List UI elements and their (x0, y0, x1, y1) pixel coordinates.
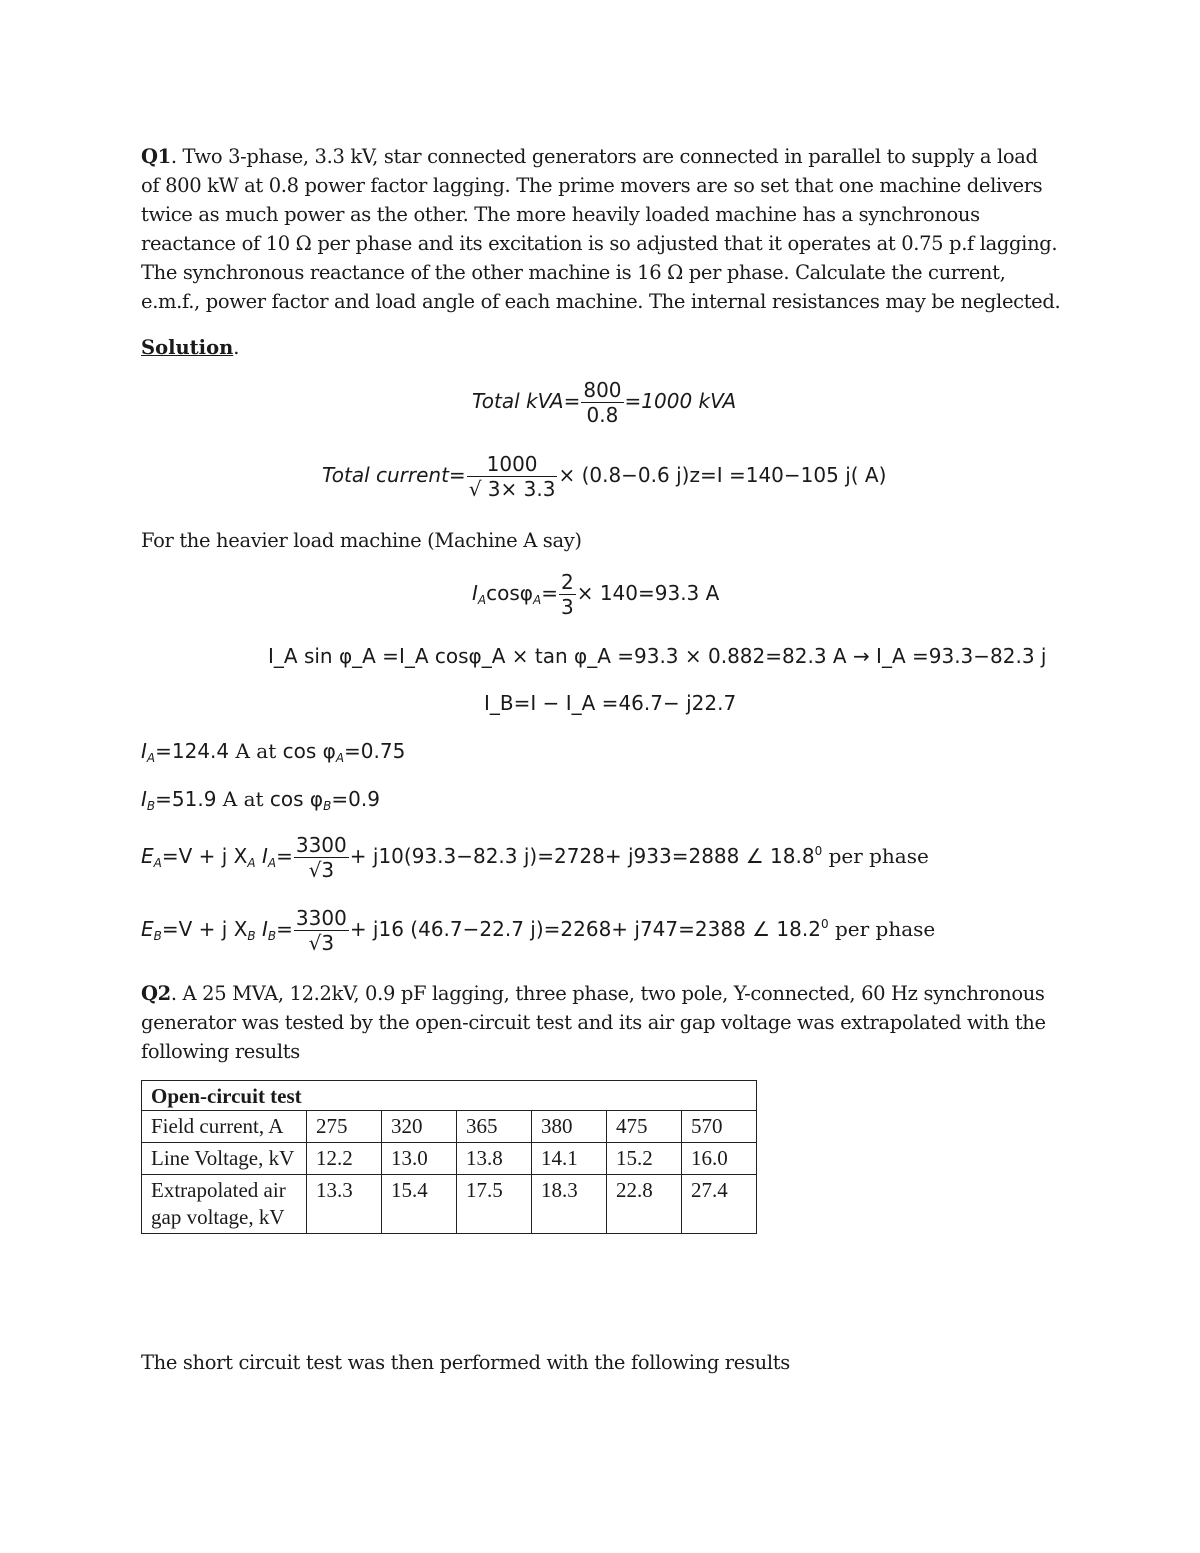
fraction: $\frac{3300}{√3}$ (295, 906, 347, 955)
equation-ea: $E_A=V + j$ $X_A$ $I_A=$ $\frac{3300}{√3}$ + j10(93.3−82.3 j)=2728+ j933=2888 ∠ 18.8$^0$ per phase (141, 833, 929, 882)
table-cell: 15.4 (382, 1175, 457, 1234)
solution-heading: Solution. (141, 336, 240, 359)
equation-total-current: Total current= $\frac{1000}{√ 3\times 3.3}$ × (0.8−0.6 j)z=I =140−105 j( A) (322, 452, 887, 501)
table-cell: 18.3 (532, 1175, 607, 1234)
table-cell: 275 (307, 1111, 382, 1143)
table-row (142, 1111, 757, 1143)
q1-label: Q1 (141, 145, 171, 168)
table-row-label: Extrapolated air gap voltage, kV (142, 1175, 307, 1234)
fraction: $\frac{3300}{√3}$ (295, 833, 347, 882)
table-row (142, 1143, 757, 1175)
q2-label: Q2 (141, 982, 171, 1005)
closing-text: The short circuit test was then performed with the following results (141, 1351, 790, 1374)
fraction: $\frac{800}{0.8}$ (583, 378, 622, 427)
table-cell: 570 (682, 1111, 757, 1143)
equation-ia-sin: I_A sin φ_A =I_A cosφ_A × tan φ_A =93.3 × 0.882=82.3 A → I_A =93.3−82.3 j (268, 644, 1047, 668)
heavier-load-text: For the heavier load machine (Machine A say) (141, 529, 582, 552)
q2-text: . A 25 MVA, 12.2kV, 0.9 pF lagging, three phase, two pole, Y-connected, 60 Hz synchronous generator was tested by the open-circuit test and its air gap voltage was extrapolated with the following results (141, 982, 1046, 1063)
table-cell: 27.4 (682, 1175, 757, 1234)
q1-text: . Two 3-phase, 3.3 kV, star connected generators are connected in parallel to supply a load of 800 kW at 0.8 power factor lagging. The prime movers are so set that one machine delivers twice as much power as the other. The more heavily loaded machine has a synchronous reactance of 10 Ω per phase and its excitation is so adjusted that it operates at 0.75 p.f lagging. The synchronous reactance of the other machine is 16 Ω per phase. Calculate the current, e.m.f., power factor and load angle of each machine. The internal resistances may be neglected. (141, 145, 1061, 313)
table-row-label: Field current, A (142, 1111, 307, 1143)
table-row (142, 1175, 757, 1234)
q2-paragraph (141, 979, 1061, 1066)
table-title: Open-circuit test (142, 1081, 757, 1111)
fraction: $\frac{1000}{√ 3\times 3.3}$ (468, 452, 556, 501)
table-cell: 14.1 (532, 1143, 607, 1175)
equation-total-kva: Total kVA= $\frac{800}{0.8}$ =1000 kVA (472, 378, 737, 427)
table-cell: 380 (532, 1111, 607, 1143)
table-row-label: Line Voltage, kV (142, 1143, 307, 1175)
table-cell: 15.2 (607, 1143, 682, 1175)
table-cell: 12.2 (307, 1143, 382, 1175)
table-cell: 320 (382, 1111, 457, 1143)
table-cell: 13.3 (307, 1175, 382, 1234)
open-circuit-table (141, 1080, 757, 1234)
table-cell: 13.0 (382, 1143, 457, 1175)
equation-ia-cos: $I_A\cos\varphi_A=$ $\frac{2}{3}$ × 140=93.3 A (472, 570, 720, 619)
table-cell: 17.5 (457, 1175, 532, 1234)
equation-ib: I_B=I − I_A =46.7− j22.7 (484, 691, 737, 715)
table-title-row (142, 1081, 757, 1111)
table-cell: 22.8 (607, 1175, 682, 1234)
table-cell: 13.8 (457, 1143, 532, 1175)
table-cell: 365 (457, 1111, 532, 1143)
fraction: $\frac{2}{3}$ (560, 570, 574, 619)
equation-ia-magnitude: $I_A=124.4$ A at $\cos \varphi_A=0.75$ (141, 739, 406, 765)
equation-ib-magnitude: $I_B=51.9$ A at $\cos \varphi_B=0.9$ (141, 787, 380, 813)
q1-paragraph (141, 142, 1061, 316)
table-cell: 16.0 (682, 1143, 757, 1175)
equation-eb: $E_B=V + j$ $X_B$ $I_B=$ $\frac{3300}{√3}$ + j16 (46.7−22.7 j)=2268+ j747=2388 ∠ 18.2$^0$ per phase (141, 906, 936, 955)
table-cell: 475 (607, 1111, 682, 1143)
